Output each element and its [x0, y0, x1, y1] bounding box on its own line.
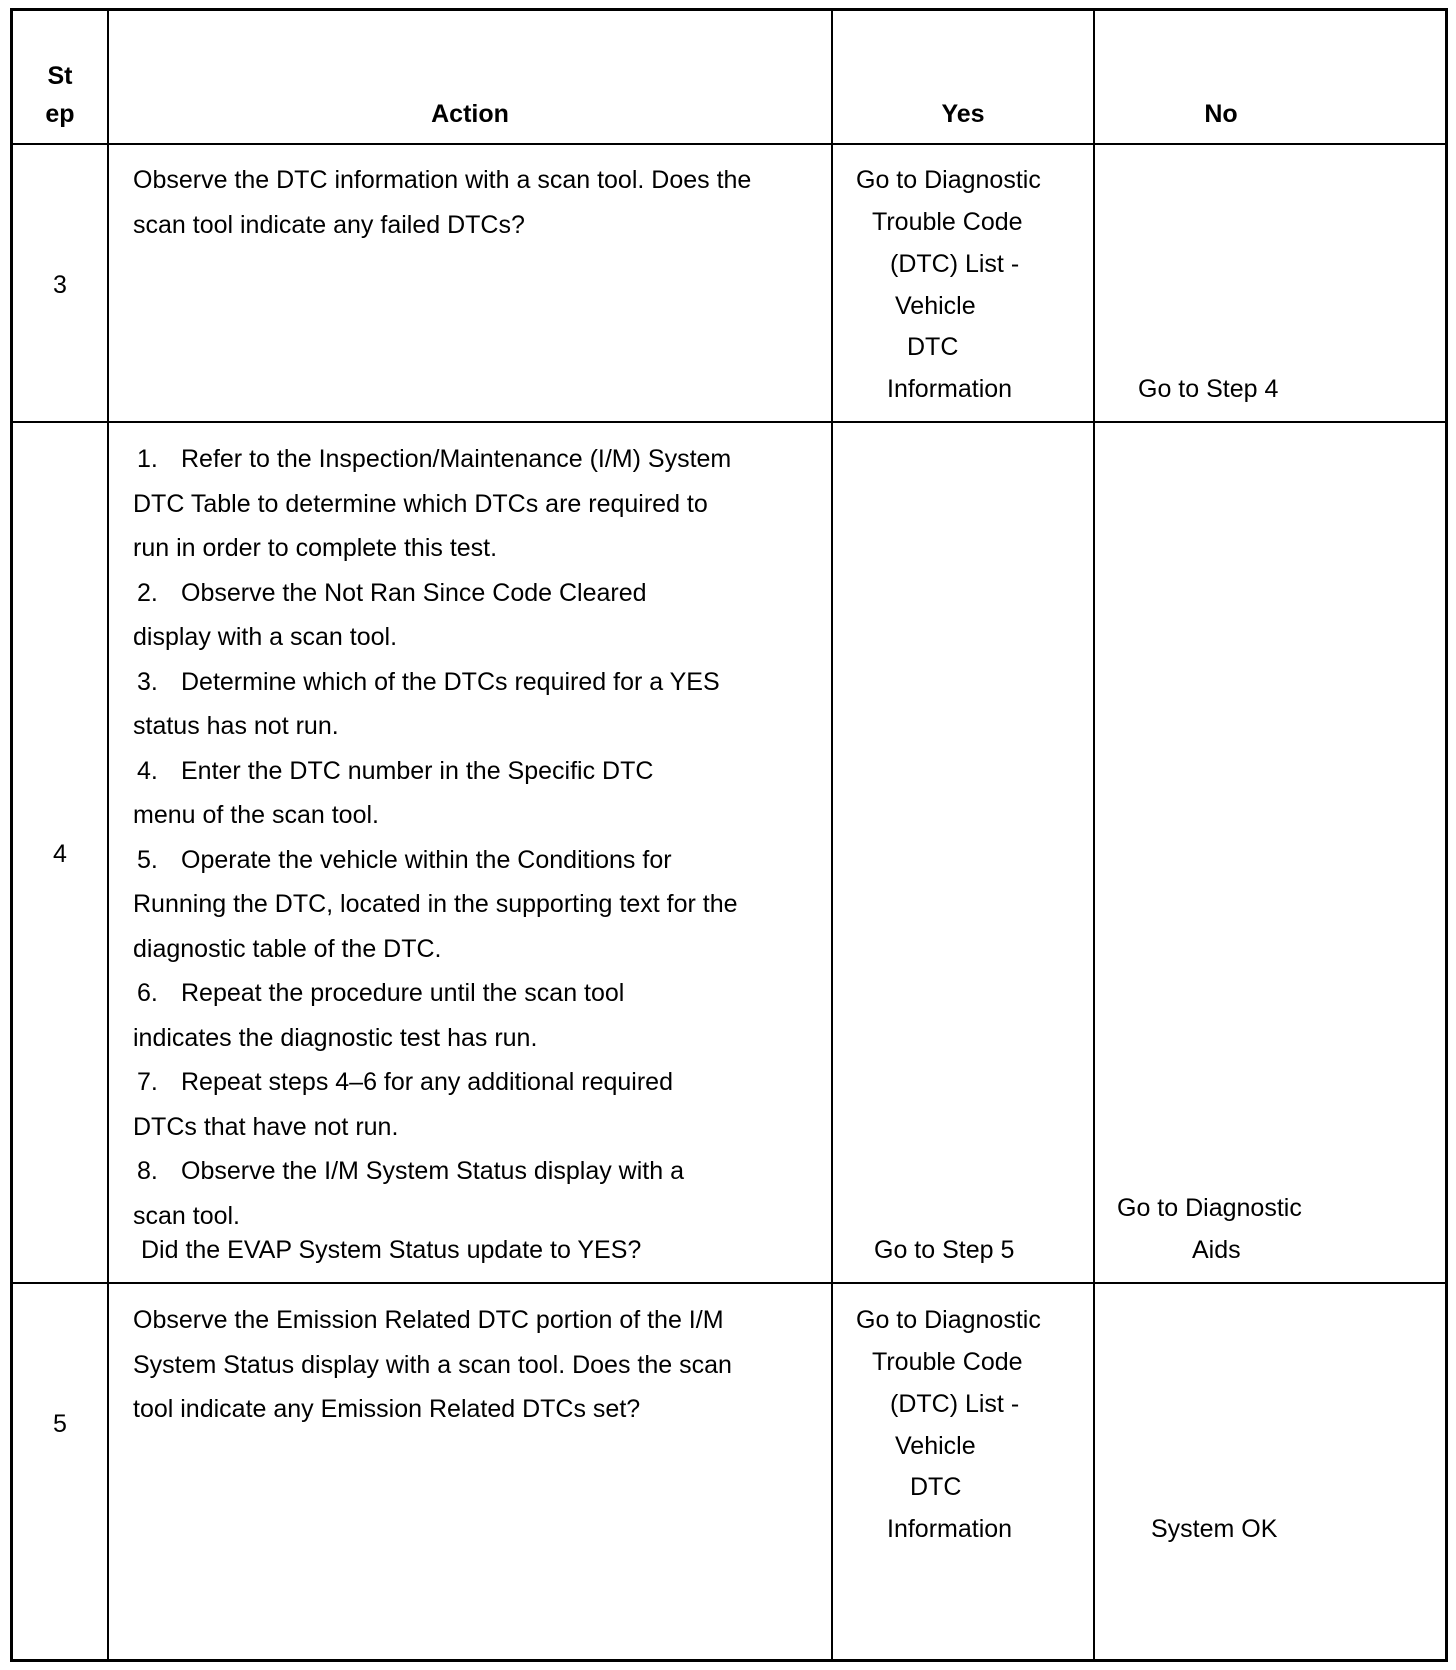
list-item-line: DTC Table to determine which DTCs are required to — [133, 489, 708, 518]
column-divider — [107, 11, 109, 1659]
yes-line: Vehicle — [895, 292, 976, 320]
no-line: Go to Diagnostic — [1117, 1194, 1302, 1222]
action-line: System Status display with a scan tool. Does the scan — [133, 1350, 732, 1379]
header-step-line1: St — [47, 62, 73, 90]
step-number: 5 — [53, 1410, 67, 1438]
header-step-line2: ep — [45, 100, 75, 128]
no-line: Aids — [1192, 1236, 1241, 1264]
list-item — [133, 749, 823, 838]
yes-line: (DTC) List - — [890, 1390, 1020, 1418]
list-item-number: 6. — [137, 979, 158, 1007]
column-divider — [1093, 11, 1095, 1659]
list-item-line: display with a scan tool. — [133, 623, 398, 651]
list-item-line: Observe the I/M System Status display with a — [181, 1157, 684, 1185]
list-item — [133, 660, 823, 749]
yes-line: Information — [887, 1515, 1013, 1543]
row-divider — [13, 1282, 1445, 1284]
list-item-line: Repeat the procedure until the scan tool — [181, 979, 625, 1007]
list-item — [133, 1060, 823, 1149]
no-cell: System OK — [1151, 1515, 1278, 1543]
yes-line: Go to Diagnostic — [856, 1306, 1041, 1334]
header-yes: Yes — [941, 100, 985, 128]
list-item — [133, 571, 823, 660]
action-line: Observe the DTC information with a scan tool. Does the — [133, 166, 752, 194]
list-item-number: 5. — [137, 845, 158, 874]
column-divider — [831, 11, 833, 1659]
list-item-number: 3. — [137, 667, 158, 696]
list-item-number: 1. — [137, 445, 158, 473]
yes-line: Go to Diagnostic — [856, 166, 1041, 194]
yes-line: Trouble Code — [872, 208, 1023, 236]
list-item-line: menu of the scan tool. — [133, 801, 379, 829]
yes-line: DTC — [910, 1473, 962, 1501]
list-item — [133, 1149, 823, 1238]
action-question: Did the EVAP System Status update to YES? — [141, 1236, 642, 1264]
list-item-line: Repeat steps 4–6 for any additional required — [181, 1068, 673, 1096]
list-item-line: indicates the diagnostic test has run. — [133, 1023, 538, 1052]
list-item-number: 2. — [137, 578, 158, 607]
list-item-line: Refer to the Inspection/Maintenance (I/M) System — [181, 445, 732, 473]
list-item-line: diagnostic table of the DTC. — [133, 934, 442, 963]
yes-line: Trouble Code — [872, 1348, 1023, 1376]
list-item-line: Enter the DTC number in the Specific DTC — [181, 756, 654, 785]
yes-line: DTC — [907, 333, 959, 361]
yes-line: (DTC) List - — [890, 250, 1020, 278]
list-item-line: Running the DTC, located in the supporting text for the — [133, 890, 738, 918]
action-cell — [133, 158, 823, 247]
action-line: Observe the Emission Related DTC portion of the I/M — [133, 1306, 724, 1334]
header-no: No — [1204, 100, 1238, 128]
action-cell — [133, 1298, 823, 1432]
list-item-line: status has not run. — [133, 712, 339, 740]
diagnostic-table — [10, 8, 1448, 1662]
yes-line: Vehicle — [895, 1432, 976, 1460]
row-divider — [13, 143, 1445, 145]
list-item-line: Determine which of the DTCs required for a YES — [181, 667, 720, 696]
list-item — [133, 971, 823, 1060]
list-item-line: run in order to complete this test. — [133, 534, 498, 562]
list-item-number: 4. — [137, 756, 158, 785]
step-number: 4 — [53, 840, 67, 868]
list-item-line: Operate the vehicle within the Conditions for — [181, 845, 672, 874]
step-number: 3 — [53, 271, 67, 299]
yes-line: Information — [887, 375, 1013, 403]
yes-cell: Go to Step 5 — [874, 1236, 1015, 1264]
list-item-number: 8. — [137, 1157, 158, 1185]
list-item-line: scan tool. — [133, 1201, 241, 1230]
row-divider — [13, 421, 1445, 423]
list-item-line: Observe the Not Ran Since Code Cleared — [181, 578, 647, 607]
list-item — [133, 838, 823, 972]
action-cell — [133, 437, 823, 1238]
no-cell: Go to Step 4 — [1138, 375, 1279, 403]
header-action: Action — [431, 100, 509, 128]
action-line: tool indicate any Emission Related DTCs set? — [133, 1395, 641, 1423]
list-item-line: DTCs that have not run. — [133, 1112, 399, 1141]
list-item-number: 7. — [137, 1068, 158, 1096]
action-line: scan tool indicate any failed DTCs? — [133, 210, 525, 239]
list-item — [133, 437, 823, 571]
